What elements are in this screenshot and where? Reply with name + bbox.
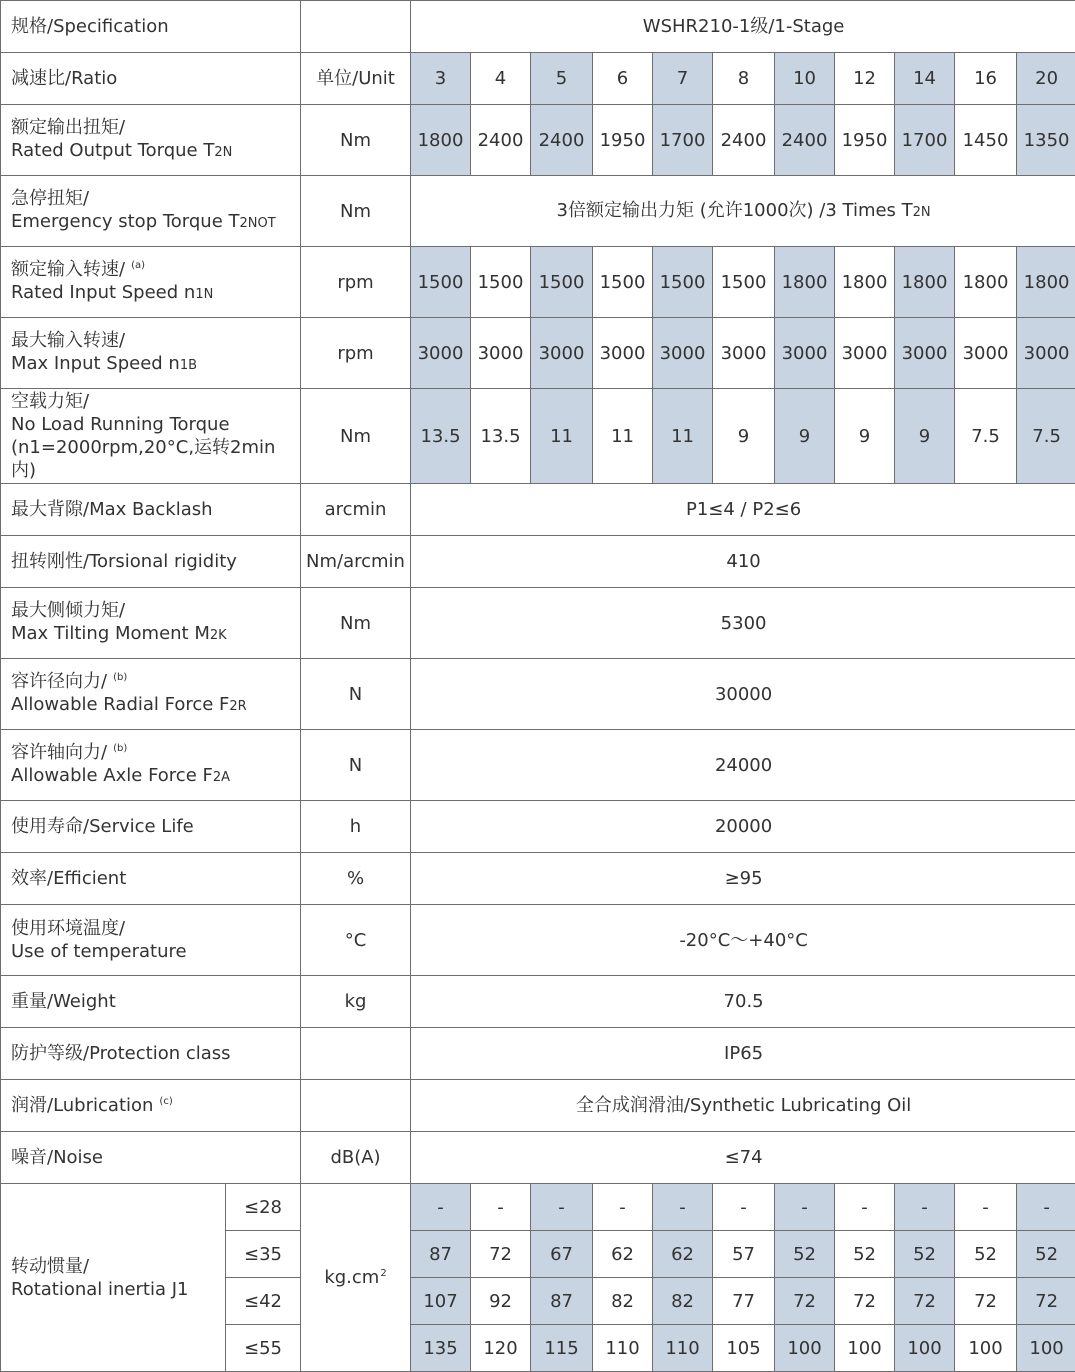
value-cell: 全合成润滑油/Synthetic Lubricating Oil <box>411 1080 1075 1132</box>
footnote-marker: (b) <box>113 743 127 754</box>
value-cell: 13.5 <box>471 389 531 484</box>
value-cell: 100 <box>1017 1325 1075 1372</box>
value-cell: 3000 <box>411 318 471 389</box>
value-cell: 135 <box>411 1325 471 1372</box>
value-cell: 3000 <box>955 318 1017 389</box>
value-cell: 70.5 <box>411 976 1075 1028</box>
label-cn: 使用环境温度/ <box>11 917 300 940</box>
row-max-tilting-moment <box>1 588 1075 659</box>
row-label: 重量/Weight <box>1 976 301 1028</box>
label-subscript: 2A <box>213 770 230 785</box>
value-cell: - <box>955 1184 1017 1231</box>
value-cell: 1500 <box>653 247 713 318</box>
row-unit: arcmin <box>301 484 411 536</box>
value-cell: 72 <box>471 1231 531 1278</box>
row-label <box>1 730 301 801</box>
row-label: 最大背隙/Max Backlash <box>1 484 301 536</box>
ratio-cell: 12 <box>835 53 895 105</box>
value-cell: 52 <box>895 1231 955 1278</box>
row-label <box>1 318 301 389</box>
row-label: 减速比/Ratio <box>1 53 301 105</box>
value-cell: - <box>593 1184 653 1231</box>
row-unit: h <box>301 801 411 853</box>
value-cell: 1500 <box>713 247 775 318</box>
label-en <box>11 764 300 789</box>
row-label <box>1 659 301 730</box>
value-cell: 9 <box>835 389 895 484</box>
label-en: Rotational inertia J1 <box>11 1278 225 1301</box>
row-rated-input-speed <box>1 247 1075 318</box>
shaft-size: ≤28 <box>226 1184 301 1231</box>
value-cell: 52 <box>955 1231 1017 1278</box>
value-cell: 110 <box>593 1325 653 1372</box>
value-cell: 2400 <box>531 105 593 176</box>
value-cell: 11 <box>653 389 713 484</box>
value-cell: 7.5 <box>1017 389 1075 484</box>
ratio-cell: 6 <box>593 53 653 105</box>
value-cell: 3000 <box>835 318 895 389</box>
label-cn-text: 容许径向力/ <box>11 671 107 692</box>
value-cell: 87 <box>531 1278 593 1325</box>
ratio-cell: 7 <box>653 53 713 105</box>
row-ratio <box>1 53 1075 105</box>
label-cn: 额定输出扭矩/ <box>11 116 300 139</box>
value-cell: 100 <box>955 1325 1017 1372</box>
label-text: 润滑/Lubrication <box>11 1095 153 1116</box>
value-cell: 62 <box>593 1231 653 1278</box>
label-subscript: 2R <box>229 699 246 714</box>
label-subscript: 1B <box>180 358 197 373</box>
label-en <box>11 352 300 377</box>
row-label: 扭转刚性/Torsional rigidity <box>1 536 301 588</box>
value-cell: 72 <box>835 1278 895 1325</box>
row-label: 防护等级/Protection class <box>1 1028 301 1080</box>
value-cell: 3000 <box>895 318 955 389</box>
label-en <box>11 693 300 718</box>
shaft-size: ≤55 <box>226 1325 301 1372</box>
value-cell: 9 <box>713 389 775 484</box>
row-rated-output-torque <box>1 105 1075 176</box>
row-inertia-28 <box>1 1184 1075 1231</box>
label-cn: 急停扭矩/ <box>11 187 300 210</box>
value-cell: 115 <box>531 1325 593 1372</box>
row-unit: rpm <box>301 247 411 318</box>
row-allowable-axle-force <box>1 730 1075 801</box>
unit-superscript: 2 <box>380 1268 386 1279</box>
label-en <box>11 622 300 647</box>
value-cell: 1700 <box>895 105 955 176</box>
value-cell: 1800 <box>775 247 835 318</box>
row-service-life <box>1 801 1075 853</box>
ratio-cell: 3 <box>411 53 471 105</box>
value-cell: 105 <box>713 1325 775 1372</box>
label-condition: (n1=2000rpm,20°C,运转2min内) <box>11 436 300 482</box>
ratio-cell: 10 <box>775 53 835 105</box>
row-label <box>1 247 301 318</box>
value-cell: 1500 <box>531 247 593 318</box>
value-cell: 3000 <box>775 318 835 389</box>
label-cn-text: 额定输入转速/ <box>11 259 125 280</box>
value-cell: 67 <box>531 1231 593 1278</box>
value-cell: 72 <box>955 1278 1017 1325</box>
value-cell: - <box>471 1184 531 1231</box>
row-unit: N <box>301 659 411 730</box>
value-cell: 62 <box>653 1231 713 1278</box>
row-allowable-radial-force <box>1 659 1075 730</box>
value-cell: 1700 <box>653 105 713 176</box>
value-cell: P1≤4 / P2≤6 <box>411 484 1075 536</box>
value-cell: 30000 <box>411 659 1075 730</box>
value-cell: 100 <box>835 1325 895 1372</box>
row-emergency-stop-torque <box>1 176 1075 247</box>
value-cell: 52 <box>835 1231 895 1278</box>
ratio-cell: 14 <box>895 53 955 105</box>
value-cell: - <box>1017 1184 1075 1231</box>
value-cell: - <box>895 1184 955 1231</box>
value-cell: 107 <box>411 1278 471 1325</box>
label-cn-text: 容许轴向力/ <box>11 742 107 763</box>
value-cell: 72 <box>775 1278 835 1325</box>
row-unit: kg <box>301 976 411 1028</box>
value-cell: 3000 <box>1017 318 1075 389</box>
label-cn: 空载力矩/ <box>11 390 300 413</box>
model-name: WSHR210-1级/1-Stage <box>411 1 1075 53</box>
shaft-size: ≤42 <box>226 1278 301 1325</box>
row-unit: N <box>301 730 411 801</box>
value-cell: - <box>653 1184 713 1231</box>
value-cell: 77 <box>713 1278 775 1325</box>
label-en-text: Max Tilting Moment M <box>11 623 210 644</box>
value-cell: ≥95 <box>411 853 1075 905</box>
row-protection-class <box>1 1028 1075 1080</box>
value-cell: 3000 <box>471 318 531 389</box>
row-label: 规格/Specification <box>1 1 301 53</box>
value-cell: IP65 <box>411 1028 1075 1080</box>
value-cell: 1800 <box>411 105 471 176</box>
value-cell: 20000 <box>411 801 1075 853</box>
value-cell: 120 <box>471 1325 531 1372</box>
value-cell: 52 <box>1017 1231 1075 1278</box>
value-cell: ≤74 <box>411 1132 1075 1184</box>
row-no-load-torque <box>1 389 1075 484</box>
value-cell: 2400 <box>471 105 531 176</box>
ratio-cell: 16 <box>955 53 1017 105</box>
shaft-size: ≤35 <box>226 1231 301 1278</box>
label-en <box>11 139 300 164</box>
value-cell: 1950 <box>593 105 653 176</box>
row-label <box>1 176 301 247</box>
label-en-text: Rated Input Speed n <box>11 282 195 303</box>
value-cell: 52 <box>775 1231 835 1278</box>
value-cell: 72 <box>895 1278 955 1325</box>
row-max-backlash <box>1 484 1075 536</box>
value-cell: 3000 <box>653 318 713 389</box>
row-max-input-speed <box>1 318 1075 389</box>
label-en: Use of temperature <box>11 940 300 963</box>
value-cell: 13.5 <box>411 389 471 484</box>
value-cell: - <box>531 1184 593 1231</box>
row-unit <box>301 1080 411 1132</box>
value-cell: 1450 <box>955 105 1017 176</box>
row-label <box>1 389 301 484</box>
row-unit: °C <box>301 905 411 976</box>
value-subscript: 2N <box>913 205 931 220</box>
label-cn <box>11 670 300 693</box>
row-weight <box>1 976 1075 1028</box>
value-cell: - <box>713 1184 775 1231</box>
row-unit: dB(A) <box>301 1132 411 1184</box>
value-cell <box>411 176 1075 247</box>
value-cell: 410 <box>411 536 1075 588</box>
label-en <box>11 210 300 235</box>
value-cell: 82 <box>593 1278 653 1325</box>
value-cell: 3000 <box>531 318 593 389</box>
row-unit: Nm <box>301 389 411 484</box>
value-cell: 87 <box>411 1231 471 1278</box>
value-cell: 11 <box>593 389 653 484</box>
value-cell: 1800 <box>895 247 955 318</box>
value-cell: 110 <box>653 1325 713 1372</box>
ratio-cell: 5 <box>531 53 593 105</box>
row-unit: Nm <box>301 588 411 659</box>
row-unit <box>301 1184 411 1372</box>
value-cell: 57 <box>713 1231 775 1278</box>
value-cell: 1800 <box>835 247 895 318</box>
row-label <box>1 1184 226 1372</box>
label-subscript: 1N <box>195 287 213 302</box>
row-label: 使用寿命/Service Life <box>1 801 301 853</box>
value-cell: - <box>835 1184 895 1231</box>
value-cell: 1500 <box>411 247 471 318</box>
label-cn: 最大侧倾力矩/ <box>11 599 300 622</box>
value-cell: 24000 <box>411 730 1075 801</box>
label-subscript: 2NOT <box>240 216 276 231</box>
label-en-text: Max Input Speed n <box>11 353 180 374</box>
value-cell: 1500 <box>471 247 531 318</box>
row-unit <box>301 1028 411 1080</box>
footnote-marker: (c) <box>159 1096 172 1107</box>
value-cell: 3000 <box>713 318 775 389</box>
value-cell: 9 <box>775 389 835 484</box>
value-text: 3倍额定输出力矩 (允许1000次) /3 Times T <box>557 200 913 221</box>
row-noise <box>1 1132 1075 1184</box>
footnote-marker: (b) <box>113 672 127 683</box>
row-torsional-rigidity <box>1 536 1075 588</box>
value-cell: 3000 <box>593 318 653 389</box>
row-unit: % <box>301 853 411 905</box>
value-cell: 72 <box>1017 1278 1075 1325</box>
ratio-cell: 20 <box>1017 53 1075 105</box>
row-label: 噪音/Noise <box>1 1132 301 1184</box>
row-label <box>1 588 301 659</box>
label-cn <box>11 258 300 281</box>
value-cell: 2400 <box>713 105 775 176</box>
row-lubrication <box>1 1080 1075 1132</box>
value-cell: 9 <box>895 389 955 484</box>
label-en: No Load Running Torque <box>11 413 300 436</box>
label-en-text: Rated Output Torque T <box>11 140 214 161</box>
label-cn: 转动惯量/ <box>11 1255 225 1278</box>
value-cell: 5300 <box>411 588 1075 659</box>
row-unit <box>301 1 411 53</box>
label-en-text: Allowable Radial Force F <box>11 694 229 715</box>
row-efficiency <box>1 853 1075 905</box>
value-cell: 1350 <box>1017 105 1075 176</box>
row-unit: Nm <box>301 105 411 176</box>
value-cell: -20°C～+40°C <box>411 905 1075 976</box>
value-cell: 92 <box>471 1278 531 1325</box>
value-cell: 11 <box>531 389 593 484</box>
row-label: 效率/Efficient <box>1 853 301 905</box>
row-label <box>1 105 301 176</box>
row-unit: 单位/Unit <box>301 53 411 105</box>
value-cell: 1500 <box>593 247 653 318</box>
value-cell: - <box>411 1184 471 1231</box>
row-unit: Nm/arcmin <box>301 536 411 588</box>
footnote-marker: (a) <box>131 260 145 271</box>
value-cell: 2400 <box>775 105 835 176</box>
label-cn: 最大输入转速/ <box>11 329 300 352</box>
value-cell: 100 <box>775 1325 835 1372</box>
label-en-text: Allowable Axle Force F <box>11 765 213 786</box>
row-temperature <box>1 905 1075 976</box>
row-unit: rpm <box>301 318 411 389</box>
value-cell: 100 <box>895 1325 955 1372</box>
value-cell: 82 <box>653 1278 713 1325</box>
label-cn <box>11 741 300 764</box>
ratio-cell: 4 <box>471 53 531 105</box>
unit-text: kg.cm <box>324 1267 379 1288</box>
value-cell: 1950 <box>835 105 895 176</box>
row-unit: Nm <box>301 176 411 247</box>
value-cell: 1800 <box>955 247 1017 318</box>
row-specification <box>1 1 1075 53</box>
value-cell: 1800 <box>1017 247 1075 318</box>
label-subscript: 2K <box>210 628 227 643</box>
value-cell: - <box>775 1184 835 1231</box>
ratio-cell: 8 <box>713 53 775 105</box>
label-en <box>11 281 300 306</box>
row-label <box>1 1080 301 1132</box>
row-label <box>1 905 301 976</box>
label-subscript: 2N <box>214 145 232 160</box>
value-cell: 7.5 <box>955 389 1017 484</box>
label-en-text: Emergency stop Torque T <box>11 211 240 232</box>
